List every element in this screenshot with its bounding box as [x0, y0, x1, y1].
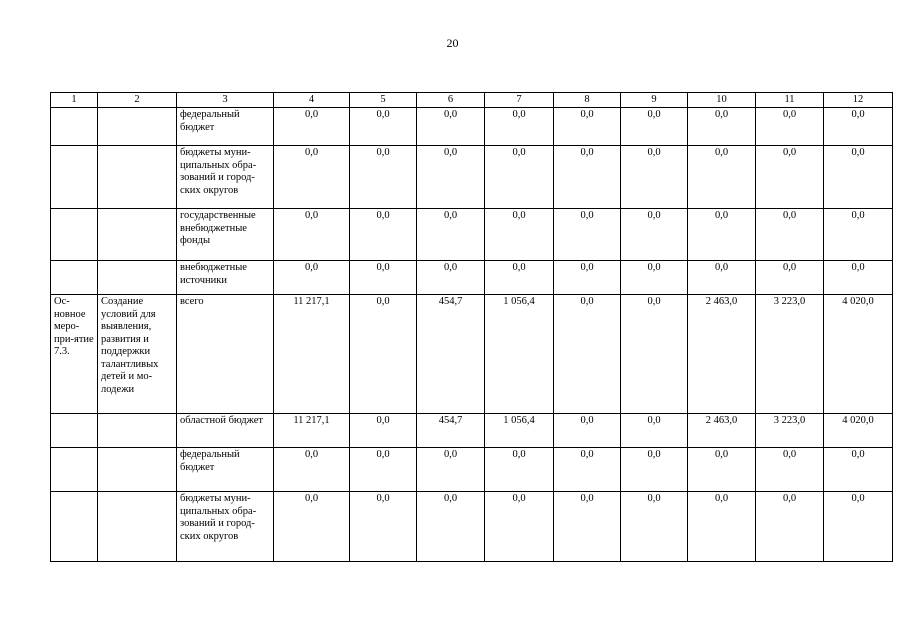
- funding-source-cell: федеральный бюджет: [177, 108, 274, 146]
- value-cell-col-6: 0,0: [417, 492, 485, 562]
- value-cell-col-11: 0,0: [756, 146, 824, 209]
- value-cell-col-11: 0,0: [756, 261, 824, 295]
- value-cell-col-11: 3 223,0: [756, 295, 824, 414]
- value-cell-col-5: 0,0: [350, 146, 417, 209]
- value-cell-col-6: 0,0: [417, 448, 485, 492]
- value-cell-col-9: 0,0: [621, 448, 688, 492]
- table-row: [51, 108, 893, 146]
- value-cell-col-8: 0,0: [554, 492, 621, 562]
- value-cell-col-12: 4 020,0: [824, 295, 893, 414]
- value-cell-col-7: 0,0: [485, 146, 554, 209]
- funding-source-cell: государственные внебюджетные фонды: [177, 209, 274, 261]
- value-cell-col-7: 0,0: [485, 448, 554, 492]
- value-cell-col-5: 0,0: [350, 209, 417, 261]
- table-body: [51, 93, 893, 562]
- value-cell-col-8: 0,0: [554, 414, 621, 448]
- value-cell-col-7: 1 056,4: [485, 295, 554, 414]
- column-header-8: 8: [554, 93, 621, 108]
- value-cell-col-11: 0,0: [756, 448, 824, 492]
- value-cell-col-4: 0,0: [274, 209, 350, 261]
- value-cell-col-5: 0,0: [350, 448, 417, 492]
- value-cell-col-10: 2 463,0: [688, 295, 756, 414]
- value-cell-col-11: 0,0: [756, 209, 824, 261]
- value-cell-col-6: 0,0: [417, 209, 485, 261]
- funding-source-cell: внебюджетные источники: [177, 261, 274, 295]
- value-cell-col-10: 0,0: [688, 492, 756, 562]
- table-row: [51, 146, 893, 209]
- value-cell-col-7: 0,0: [485, 261, 554, 295]
- value-cell-col-12: 0,0: [824, 209, 893, 261]
- value-cell-col-8: 0,0: [554, 108, 621, 146]
- value-cell-col-10: 0,0: [688, 209, 756, 261]
- column-header-4: 4: [274, 93, 350, 108]
- event-number-cell: [51, 261, 98, 295]
- event-number-cell: [51, 209, 98, 261]
- value-cell-col-4: 11 217,1: [274, 414, 350, 448]
- table-row: [51, 209, 893, 261]
- event-name-cell: [98, 209, 177, 261]
- value-cell-col-10: 0,0: [688, 108, 756, 146]
- value-cell-col-10: 0,0: [688, 146, 756, 209]
- table-row: [51, 414, 893, 448]
- header-row: [51, 93, 893, 108]
- value-cell-col-6: 0,0: [417, 146, 485, 209]
- event-name-cell: [98, 448, 177, 492]
- value-cell-col-12: 0,0: [824, 108, 893, 146]
- value-cell-col-9: 0,0: [621, 414, 688, 448]
- funding-source-cell: бюджеты муни-ципальных обра-зований и город-ских округов: [177, 492, 274, 562]
- value-cell-col-4: 0,0: [274, 448, 350, 492]
- value-cell-col-9: 0,0: [621, 146, 688, 209]
- column-header-6: 6: [417, 93, 485, 108]
- value-cell-col-7: 0,0: [485, 492, 554, 562]
- value-cell-col-11: 0,0: [756, 108, 824, 146]
- value-cell-col-12: 0,0: [824, 492, 893, 562]
- value-cell-col-5: 0,0: [350, 261, 417, 295]
- value-cell-col-8: 0,0: [554, 261, 621, 295]
- value-cell-col-5: 0,0: [350, 108, 417, 146]
- event-name-cell: [98, 414, 177, 448]
- table-row: [51, 448, 893, 492]
- event-name-cell: Создание условий для выявления, развития и поддержки талантливых детей и мо-лодежи: [98, 295, 177, 414]
- funding-source-cell: областной бюджет: [177, 414, 274, 448]
- column-header-9: 9: [621, 93, 688, 108]
- value-cell-col-8: 0,0: [554, 146, 621, 209]
- table-row: [51, 261, 893, 295]
- value-cell-col-11: 3 223,0: [756, 414, 824, 448]
- value-cell-col-10: 2 463,0: [688, 414, 756, 448]
- column-header-3: 3: [177, 93, 274, 108]
- funding-source-cell: федеральный бюджет: [177, 448, 274, 492]
- value-cell-col-8: 0,0: [554, 209, 621, 261]
- value-cell-col-5: 0,0: [350, 414, 417, 448]
- column-header-7: 7: [485, 93, 554, 108]
- value-cell-col-12: 0,0: [824, 261, 893, 295]
- column-header-1: 1: [51, 93, 98, 108]
- page-number: 20: [446, 36, 459, 50]
- value-cell-col-4: 0,0: [274, 146, 350, 209]
- value-cell-col-8: 0,0: [554, 448, 621, 492]
- column-header-2: 2: [98, 93, 177, 108]
- value-cell-col-9: 0,0: [621, 209, 688, 261]
- table-row: [51, 492, 893, 562]
- value-cell-col-6: 454,7: [417, 414, 485, 448]
- event-name-cell: [98, 108, 177, 146]
- value-cell-col-11: 0,0: [756, 492, 824, 562]
- value-cell-col-10: 0,0: [688, 448, 756, 492]
- value-cell-col-10: 0,0: [688, 261, 756, 295]
- value-cell-col-12: 0,0: [824, 448, 893, 492]
- value-cell-col-4: 11 217,1: [274, 295, 350, 414]
- value-cell-col-4: 0,0: [274, 492, 350, 562]
- event-number-cell: [51, 492, 98, 562]
- value-cell-col-12: 0,0: [824, 146, 893, 209]
- event-number-cell: [51, 448, 98, 492]
- column-header-11: 11: [756, 93, 824, 108]
- value-cell-col-8: 0,0: [554, 295, 621, 414]
- funding-source-cell: всего: [177, 295, 274, 414]
- event-name-cell: [98, 492, 177, 562]
- event-number-cell: [51, 414, 98, 448]
- value-cell-col-9: 0,0: [621, 108, 688, 146]
- value-cell-col-9: 0,0: [621, 261, 688, 295]
- value-cell-col-7: 1 056,4: [485, 414, 554, 448]
- table-row: [51, 295, 893, 414]
- budget-table: [50, 92, 893, 562]
- funding-source-cell: бюджеты муни-ципальных обра-зований и город-ских округов: [177, 146, 274, 209]
- value-cell-col-12: 4 020,0: [824, 414, 893, 448]
- value-cell-col-4: 0,0: [274, 108, 350, 146]
- column-header-12: 12: [824, 93, 893, 108]
- value-cell-col-7: 0,0: [485, 108, 554, 146]
- event-number-cell: Ос-новное меро-при-ятие 7.3.: [51, 295, 98, 414]
- column-header-5: 5: [350, 93, 417, 108]
- value-cell-col-5: 0,0: [350, 295, 417, 414]
- column-header-10: 10: [688, 93, 756, 108]
- value-cell-col-9: 0,0: [621, 492, 688, 562]
- event-number-cell: [51, 146, 98, 209]
- value-cell-col-6: 0,0: [417, 261, 485, 295]
- value-cell-col-6: 0,0: [417, 108, 485, 146]
- value-cell-col-6: 454,7: [417, 295, 485, 414]
- event-number-cell: [51, 108, 98, 146]
- value-cell-col-9: 0,0: [621, 295, 688, 414]
- event-name-cell: [98, 261, 177, 295]
- event-name-cell: [98, 146, 177, 209]
- value-cell-col-7: 0,0: [485, 209, 554, 261]
- value-cell-col-5: 0,0: [350, 492, 417, 562]
- value-cell-col-4: 0,0: [274, 261, 350, 295]
